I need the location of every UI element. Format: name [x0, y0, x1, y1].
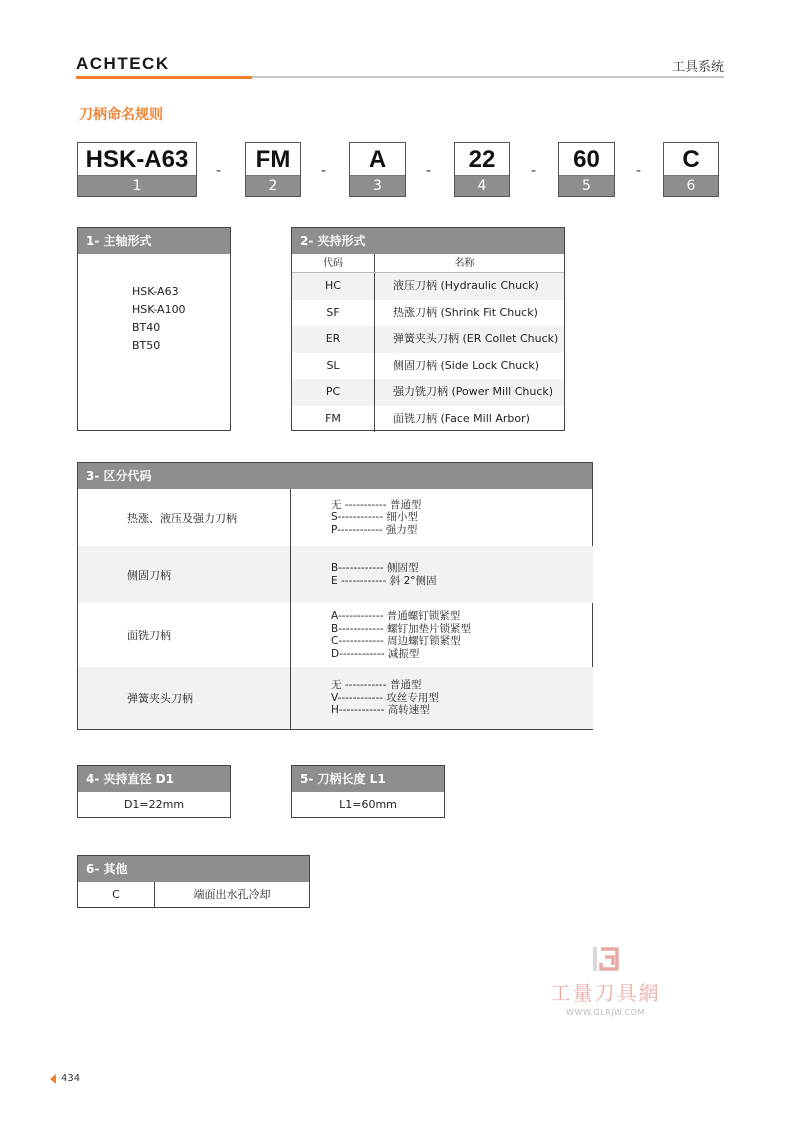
- brand-logo: ACHTECK: [76, 54, 170, 73]
- spindle-list: [132, 283, 186, 355]
- code-value: HSK-A63: [78, 143, 196, 176]
- code-index: 4: [455, 176, 509, 196]
- table-header: [292, 254, 564, 273]
- row-options: [291, 610, 471, 660]
- table-row: [292, 353, 564, 380]
- code-box-4: [454, 142, 510, 197]
- diameter-panel: [77, 765, 231, 818]
- row-name: 面铣刀柄 (Face Mill Arbor): [393, 411, 530, 425]
- table-row: [292, 379, 564, 406]
- code-index: 5: [559, 176, 614, 196]
- code-index: 6: [664, 176, 718, 196]
- other-code: C: [78, 882, 155, 908]
- panel-heading: 4- 夹持直径 D1: [78, 766, 230, 792]
- code-box-3: [349, 142, 406, 197]
- code-box-1: [77, 142, 197, 197]
- table-row: [78, 603, 593, 667]
- table-row: [78, 489, 593, 546]
- option-line: C------------ 周边螺钉锁紧型: [331, 635, 461, 647]
- row-label: 侧固刀柄: [78, 546, 291, 603]
- option-line: 无 ----------- 普通型: [331, 679, 422, 692]
- option-line: V------------ 攻丝专用型: [331, 691, 439, 704]
- row-label: 弹簧夹头刀柄: [78, 667, 291, 729]
- row-label: 热涨、液压及强力刀柄: [78, 489, 291, 546]
- section-title: 工具系统: [671, 60, 724, 75]
- option-line: D------------ 减振型: [331, 647, 420, 660]
- page-header: [76, 52, 724, 80]
- row-code: SF: [292, 300, 375, 327]
- row-options: [291, 499, 421, 537]
- table-row: [78, 667, 593, 729]
- row-code: HC: [292, 273, 375, 300]
- table-row: [292, 300, 564, 327]
- watermark-url: WWW.GLRJW.COM: [566, 1008, 645, 1017]
- header-accent-rule: [76, 76, 252, 79]
- watermark: [538, 945, 673, 1017]
- code-separator: -: [636, 163, 642, 179]
- option-line: E ------------ 斜 2°侧固: [331, 574, 437, 587]
- clamping-panel: [291, 227, 565, 431]
- spindle-panel: [77, 227, 231, 431]
- row-code: ER: [292, 326, 375, 353]
- code-separator: -: [321, 163, 327, 179]
- other-desc: 端面出水孔冷却: [193, 888, 271, 901]
- page-title: 刀柄命名规则: [79, 107, 163, 123]
- table-row: [292, 273, 564, 300]
- table-row: [78, 546, 593, 603]
- watermark-text: 工量刀具網: [550, 981, 661, 1005]
- page-marker-icon: [50, 1074, 56, 1084]
- list-item: BT50: [132, 339, 161, 352]
- code-value: C: [664, 143, 718, 176]
- table-row: [292, 326, 564, 353]
- row-code: FM: [292, 406, 375, 433]
- code-value: A: [350, 143, 405, 176]
- code-value: 22: [455, 143, 509, 176]
- code-value: FM: [246, 143, 300, 176]
- length-value: L1=60mm: [339, 798, 397, 811]
- length-panel: [291, 765, 445, 818]
- row-name: 强力铣刀柄 (Power Mill Chuck): [393, 385, 554, 398]
- code-separator: -: [426, 163, 432, 179]
- panel-heading: 6- 其他: [78, 856, 309, 882]
- option-line: B------------ 螺钉加垫片锁紧型: [331, 622, 472, 635]
- other-panel: [77, 855, 310, 908]
- code-index: 1: [78, 176, 196, 196]
- option-line: H------------ 高转速型: [331, 704, 430, 717]
- code-separator: -: [216, 163, 222, 179]
- panel-heading: 5- 刀柄长度 L1: [292, 766, 444, 792]
- row-name: 液压刀柄 (Hydraulic Chuck): [393, 279, 539, 292]
- diameter-value: D1=22mm: [123, 798, 185, 811]
- row-name: 弹簧夹头刀柄 (ER Collet Chuck): [393, 332, 559, 345]
- code-value: 60: [559, 143, 614, 176]
- option-line: B------------ 侧固型: [331, 562, 419, 574]
- col-name: 名称: [454, 258, 475, 269]
- table-row: [292, 406, 564, 433]
- row-options: [291, 562, 437, 587]
- col-code: 代码: [292, 254, 375, 272]
- row-code: PC: [292, 379, 375, 406]
- code-box-5: [558, 142, 615, 197]
- code-index: 3: [350, 176, 405, 196]
- row-label: 面铣刀柄: [78, 603, 291, 667]
- list-item: HSK-A63: [132, 285, 179, 298]
- panel-heading: 3- 区分代码: [78, 463, 592, 489]
- code-box-2: [245, 142, 301, 197]
- option-line: P------------ 强力型: [331, 523, 418, 536]
- option-line: S------------ 细小型: [331, 511, 418, 524]
- row-code: SL: [292, 353, 375, 380]
- row-name: 侧固刀柄 (Side Lock Chuck): [393, 358, 539, 372]
- panel-heading: 1- 主轴形式: [78, 228, 230, 254]
- page-footer: [50, 1073, 80, 1084]
- code-separator: -: [531, 163, 537, 179]
- option-line: A------------ 普通螺钉锁紧型: [331, 610, 461, 622]
- list-item: BT40: [132, 321, 161, 334]
- list-item: HSK-A100: [132, 303, 186, 316]
- watermark-logo-icon: [591, 945, 621, 973]
- distinction-panel: [77, 462, 593, 730]
- row-options: [291, 679, 439, 717]
- code-index: 2: [246, 176, 300, 196]
- table-row: [78, 882, 309, 908]
- code-box-6: [663, 142, 719, 197]
- row-name: 热涨刀柄 (Shrink Fit Chuck): [393, 305, 538, 319]
- page-number: 434: [61, 1073, 81, 1084]
- option-line: 无 ----------- 普通型: [331, 498, 422, 511]
- panel-heading: 2- 夹持形式: [292, 228, 564, 254]
